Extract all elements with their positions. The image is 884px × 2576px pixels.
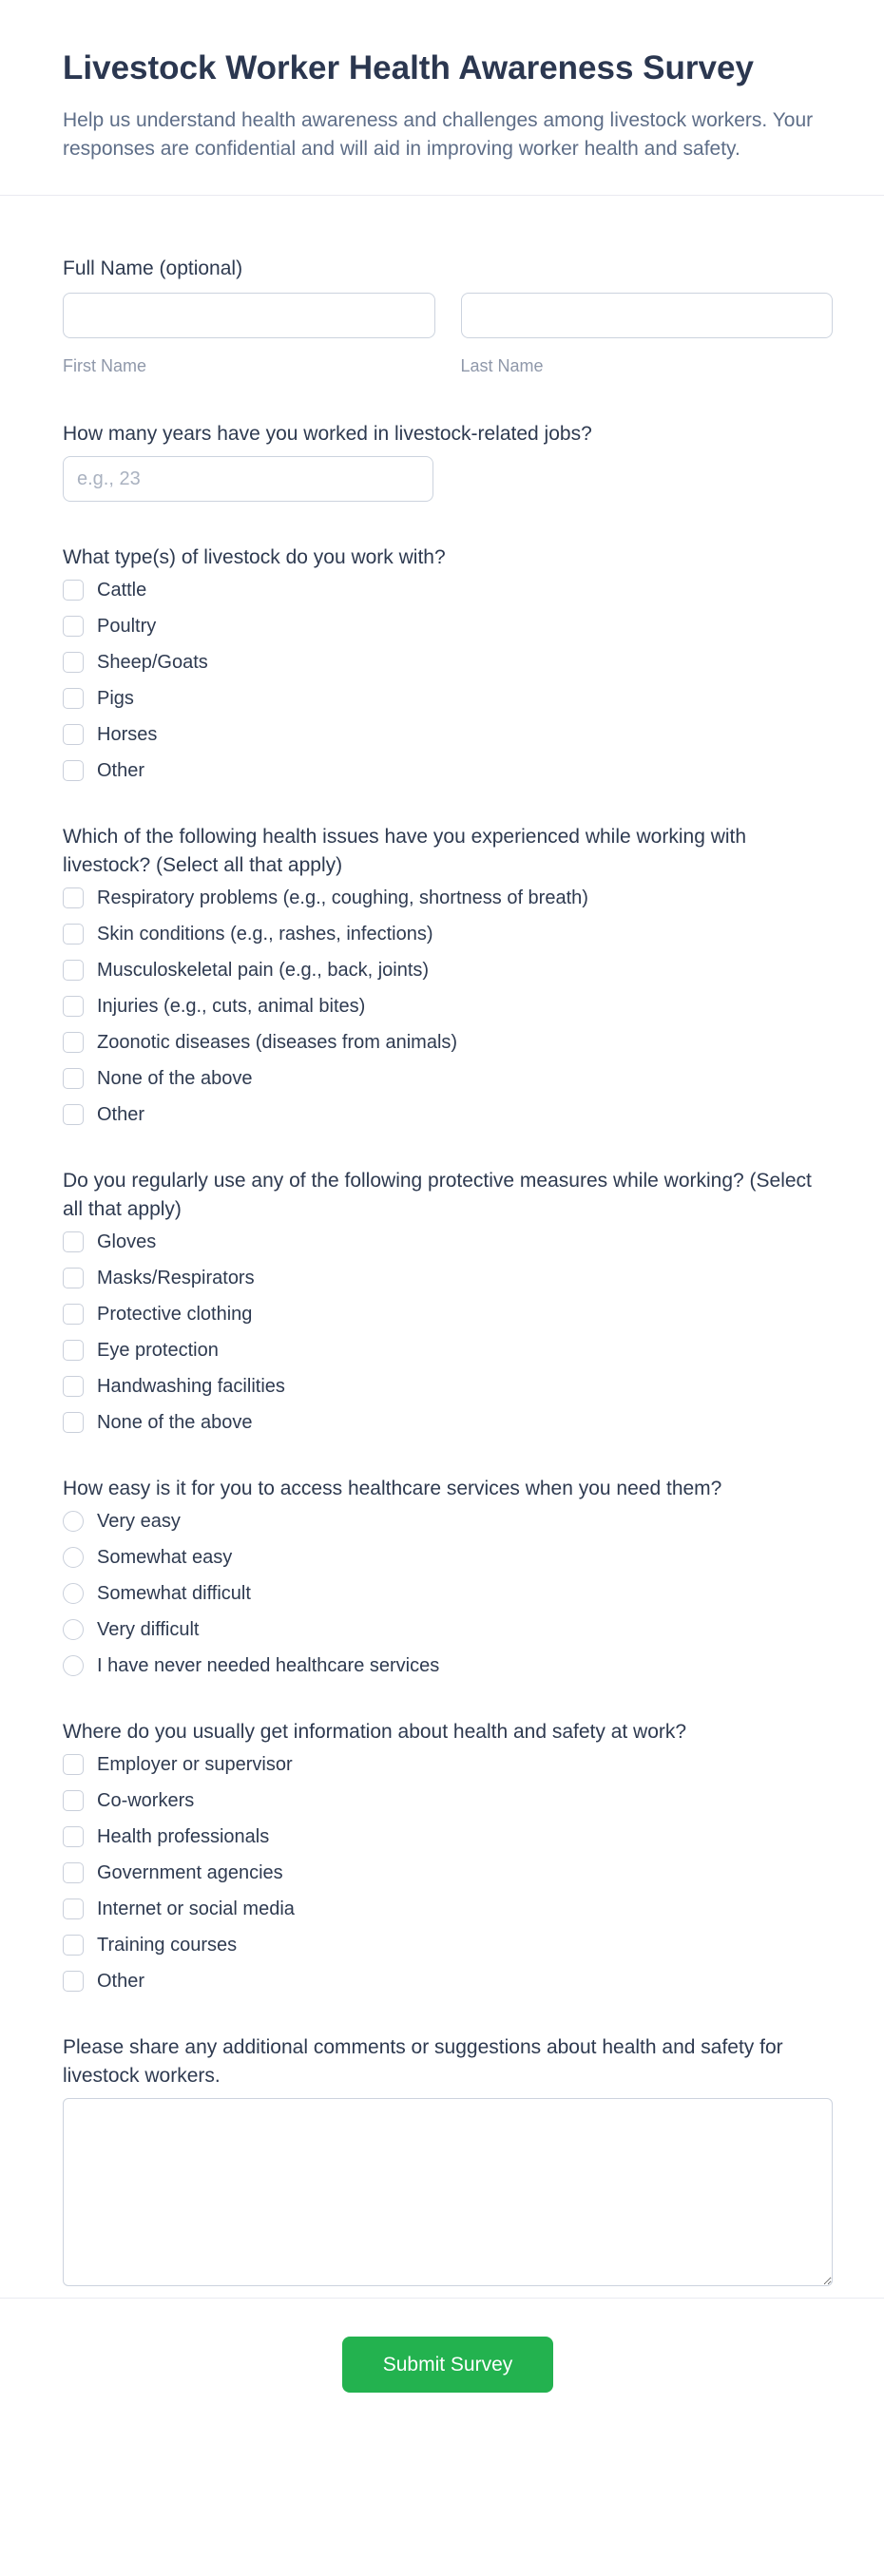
radio-somewhat-easy[interactable] bbox=[63, 1547, 84, 1568]
question-comments bbox=[63, 2033, 833, 2286]
survey-header bbox=[0, 0, 884, 163]
option-label: Musculoskeletal pain (e.g., back, joints) bbox=[97, 960, 430, 981]
option-label: None of the above bbox=[97, 1068, 253, 1089]
option-row bbox=[63, 580, 833, 601]
checkbox-none-protective[interactable] bbox=[63, 1412, 84, 1433]
option-label: Masks/Respirators bbox=[97, 1268, 255, 1288]
checkbox-employer-supervisor[interactable] bbox=[63, 1754, 84, 1775]
checkbox-other-info-source[interactable] bbox=[63, 1971, 84, 1992]
question-label: Where do you usually get information about health and safety at work? bbox=[63, 1721, 687, 1743]
checkbox-other-health-issue[interactable] bbox=[63, 1104, 84, 1125]
option-row bbox=[63, 1899, 833, 1919]
last-name-column bbox=[461, 293, 834, 378]
option-label: Skin conditions (e.g., rashes, infections) bbox=[97, 924, 433, 945]
question-label: Full Name (optional) bbox=[63, 258, 243, 279]
question-livestock-types bbox=[63, 544, 833, 781]
option-label: Somewhat difficult bbox=[97, 1583, 251, 1604]
option-row bbox=[63, 1935, 833, 1956]
checkbox-skin-conditions[interactable] bbox=[63, 924, 84, 945]
radio-never-needed-healthcare[interactable] bbox=[63, 1655, 84, 1676]
option-label: Very easy bbox=[97, 1511, 181, 1532]
option-row bbox=[63, 760, 833, 781]
option-row bbox=[63, 887, 833, 908]
question-years-worked bbox=[63, 420, 833, 502]
option-row bbox=[63, 996, 833, 1017]
first-name-input[interactable] bbox=[63, 293, 435, 338]
first-name-sublabel: First Name bbox=[63, 356, 147, 375]
option-row bbox=[63, 1032, 833, 1053]
option-row bbox=[63, 1340, 833, 1361]
option-row bbox=[63, 1376, 833, 1397]
checkbox-training-courses[interactable] bbox=[63, 1935, 84, 1956]
option-row bbox=[63, 924, 833, 945]
option-label: Handwashing facilities bbox=[97, 1376, 285, 1397]
option-row bbox=[63, 1304, 833, 1325]
page-title: Livestock Worker Health Awareness Survey bbox=[63, 49, 754, 86]
option-row bbox=[63, 1104, 833, 1125]
option-label: Co-workers bbox=[97, 1790, 195, 1811]
checkbox-health-professionals[interactable] bbox=[63, 1826, 84, 1847]
checkbox-cattle[interactable] bbox=[63, 580, 84, 601]
question-info-sources bbox=[63, 1718, 833, 1992]
checkbox-zoonotic-diseases[interactable] bbox=[63, 1032, 84, 1053]
checkbox-group bbox=[63, 1754, 833, 1992]
option-label: Other bbox=[97, 760, 145, 781]
option-row bbox=[63, 1583, 833, 1604]
question-label: What type(s) of livestock do you work with? bbox=[63, 546, 446, 568]
option-label: Internet or social media bbox=[97, 1899, 295, 1919]
last-name-input[interactable] bbox=[461, 293, 834, 338]
option-label: Government agencies bbox=[97, 1862, 283, 1883]
survey-footer bbox=[0, 2299, 884, 2438]
question-full-name bbox=[63, 255, 833, 378]
option-label: Sheep/Goats bbox=[97, 652, 208, 673]
option-row bbox=[63, 1655, 833, 1676]
option-row bbox=[63, 724, 833, 745]
question-protective-measures bbox=[63, 1167, 833, 1433]
checkbox-sheep-goats[interactable] bbox=[63, 652, 84, 673]
option-label: Health professionals bbox=[97, 1826, 270, 1847]
submit-survey-button[interactable]: Submit Survey bbox=[342, 2337, 553, 2393]
question-label: Which of the following health issues have you experienced while working with livestock? (Select all that apply) bbox=[63, 826, 747, 876]
checkbox-gloves[interactable] bbox=[63, 1231, 84, 1252]
checkbox-group bbox=[63, 580, 833, 781]
radio-very-easy[interactable] bbox=[63, 1511, 84, 1532]
question-label: How easy is it for you to access healthcare services when you need them? bbox=[63, 1478, 722, 1499]
question-health-issues bbox=[63, 823, 833, 1125]
option-row bbox=[63, 1231, 833, 1252]
question-healthcare-access bbox=[63, 1475, 833, 1676]
option-label: Somewhat easy bbox=[97, 1547, 233, 1568]
checkbox-horses[interactable] bbox=[63, 724, 84, 745]
checkbox-group bbox=[63, 887, 833, 1125]
checkbox-pigs[interactable] bbox=[63, 688, 84, 709]
option-label: Other bbox=[97, 1104, 145, 1125]
option-row bbox=[63, 1412, 833, 1433]
survey-form bbox=[0, 196, 884, 2286]
question-label: Please share any additional comments or suggestions about health and safety for livestock workers. bbox=[63, 2036, 783, 2087]
last-name-sublabel: Last Name bbox=[460, 356, 544, 375]
option-label: Zoonotic diseases (diseases from animals) bbox=[97, 1032, 458, 1053]
option-label: Training courses bbox=[97, 1935, 238, 1956]
option-label: Very difficult bbox=[97, 1619, 200, 1640]
option-row bbox=[63, 1790, 833, 1811]
radio-very-difficult[interactable] bbox=[63, 1619, 84, 1640]
option-row bbox=[63, 1862, 833, 1883]
option-label: Respiratory problems (e.g., coughing, shortness of breath) bbox=[97, 887, 588, 908]
option-row bbox=[63, 1268, 833, 1288]
question-label: Do you regularly use any of the following protective measures while working? (Select all that apply) bbox=[63, 1170, 812, 1220]
option-row bbox=[63, 1511, 833, 1532]
option-label: I have never needed healthcare services bbox=[97, 1655, 440, 1676]
comments-textarea[interactable] bbox=[63, 2098, 833, 2286]
option-row bbox=[63, 1068, 833, 1089]
option-label: None of the above bbox=[97, 1412, 253, 1433]
option-label: Pigs bbox=[97, 688, 134, 709]
option-row bbox=[63, 1754, 833, 1775]
option-row bbox=[63, 616, 833, 637]
radio-group bbox=[63, 1511, 833, 1676]
option-row bbox=[63, 1547, 833, 1568]
checkbox-group bbox=[63, 1231, 833, 1433]
name-fields-row bbox=[63, 293, 833, 378]
checkbox-handwashing-facilities[interactable] bbox=[63, 1376, 84, 1397]
checkbox-co-workers[interactable] bbox=[63, 1790, 84, 1811]
option-label: Eye protection bbox=[97, 1340, 219, 1361]
first-name-column bbox=[63, 293, 435, 378]
survey-description: Help us understand health awareness and challenges among livestock workers. Your responses are confidential and will aid in improving worker health and safety. bbox=[63, 109, 814, 160]
option-label: Injuries (e.g., cuts, animal bites) bbox=[97, 996, 366, 1017]
checkbox-respiratory-problems[interactable] bbox=[63, 887, 84, 908]
option-row bbox=[63, 652, 833, 673]
option-row bbox=[63, 960, 833, 981]
radio-somewhat-difficult[interactable] bbox=[63, 1583, 84, 1604]
option-row bbox=[63, 1619, 833, 1640]
option-label: Cattle bbox=[97, 580, 147, 601]
option-row bbox=[63, 1826, 833, 1847]
checkbox-poultry[interactable] bbox=[63, 616, 84, 637]
option-label: Gloves bbox=[97, 1231, 157, 1252]
option-label: Horses bbox=[97, 724, 158, 745]
years-worked-input[interactable] bbox=[63, 456, 433, 502]
checkbox-masks-respirators[interactable] bbox=[63, 1268, 84, 1288]
checkbox-internet-social-media[interactable] bbox=[63, 1899, 84, 1919]
checkbox-none-health-issues[interactable] bbox=[63, 1068, 84, 1089]
checkbox-injuries[interactable] bbox=[63, 996, 84, 1017]
option-label: Employer or supervisor bbox=[97, 1754, 293, 1775]
option-row bbox=[63, 1971, 833, 1992]
question-label: How many years have you worked in livestock-related jobs? bbox=[63, 423, 592, 445]
option-label: Poultry bbox=[97, 616, 157, 637]
option-label: Other bbox=[97, 1971, 145, 1992]
checkbox-eye-protection[interactable] bbox=[63, 1340, 84, 1361]
checkbox-musculoskeletal-pain[interactable] bbox=[63, 960, 84, 981]
option-row bbox=[63, 688, 833, 709]
checkbox-protective-clothing[interactable] bbox=[63, 1304, 84, 1325]
option-label: Protective clothing bbox=[97, 1304, 253, 1325]
checkbox-government-agencies[interactable] bbox=[63, 1862, 84, 1883]
checkbox-other-livestock[interactable] bbox=[63, 760, 84, 781]
